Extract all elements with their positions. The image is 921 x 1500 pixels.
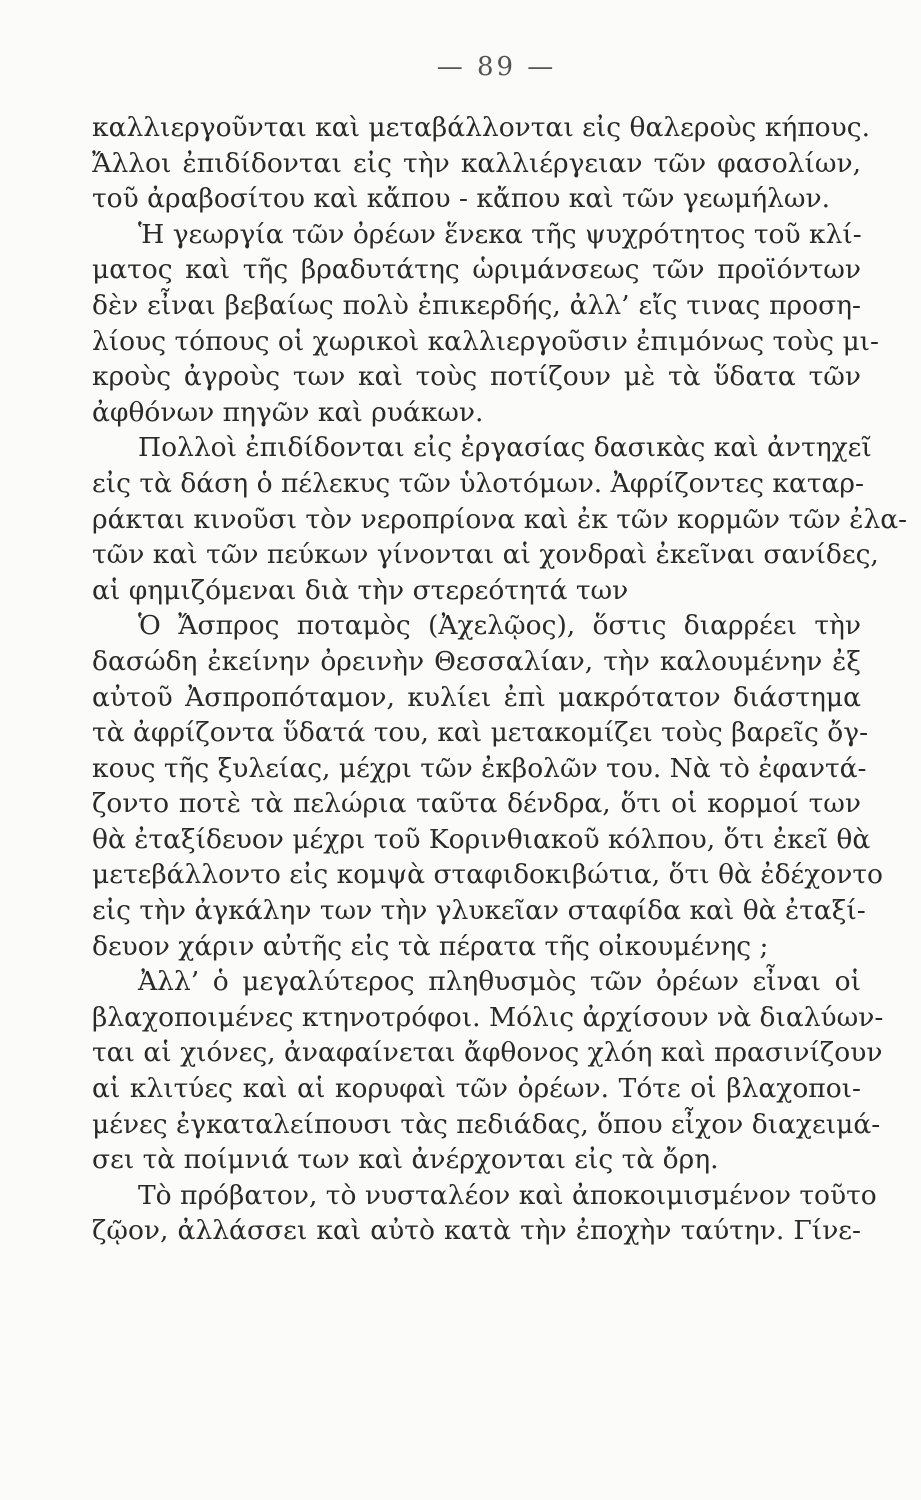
text-line: Πολλοὶ ἐπιδίδονται εἰς ἐργασίας δασικὰς καὶ ἀντηχεῖ: [138, 432, 872, 464]
text-line: κροὺς ἀγροὺς των καὶ τοὺς ποτίζουν μὲ τὰ ὕδατα τῶν: [92, 361, 861, 393]
text-line: ματος καὶ τῆς βραδυτάτης ὡριμάνσεως τῶν προϊόντων: [92, 254, 861, 286]
text-line: εἰς τὰ δάση ὁ πέλεκυς τῶν ὑλοτόμων. Ἀφρίζοντες καταρ-: [92, 467, 864, 499]
page-number: — 89 —: [436, 52, 557, 82]
text-line: Ἀλλ’ ὁ μεγαλύτερος πληθυσμὸς τῶν ὀρέων εἶναι οἱ: [138, 966, 861, 998]
text-line: ται αἱ χιόνες, ἀναφαίνεται ἄφθονος χλόη καὶ πρασινίζουν: [92, 1037, 883, 1069]
text-line: δευον χάριν αὐτῆς εἰς τὰ πέρατα τῆς οἰκουμένης ;: [92, 930, 769, 962]
text-line: Ὁ Ἄσπρος ποταμὸς (Ἀχελῷος), ὅστις διαρρέει τὴν: [138, 610, 861, 642]
text-line: εἰς τὴν ἀγκάλην των τὴν γλυκεῖαν σταφίδα καὶ θὰ ἐταξί-: [92, 895, 866, 927]
text-line: ζοντο ποτὲ τὰ πελώρια ταῦτα δένδρα, ὅτι οἱ κορμοί των: [92, 788, 861, 820]
text-line: Ἡ γεωργία τῶν ὀρέων ἕνεκα τῆς ψυχρότητος τοῦ κλί-: [138, 218, 862, 250]
text-line: αἱ φημιζόμεναι διὰ τὴν στερεότητά των: [92, 574, 629, 606]
text-line: καλλιεργοῦνται καὶ μεταβάλλονται εἰς θαλεροὺς κήπους.: [92, 112, 870, 143]
text-line: βλαχοποιμένες κτηνοτρόφοι. Μόλις ἀρχίσουν νὰ διαλύων-: [92, 1001, 884, 1033]
text-line: θὰ ἐταξίδευον μέχρι τοῦ Κορινθιακοῦ κόλπου, ὅτι ἐκεῖ θὰ: [92, 823, 871, 855]
text-line: σει τὰ ποίμνιά των καὶ ἀνέρχονται εἰς τὰ ὄρη.: [92, 1144, 719, 1176]
text-line: ἀφθόνων πηγῶν καὶ ρυάκων.: [92, 396, 484, 428]
paragraph: [92, 217, 880, 431]
paragraph: [92, 1178, 877, 1249]
text-line: δασώδη ἐκείνην ὀρεινὴν Θεσσαλίαν, τὴν καλουμένην ἐξ: [92, 645, 861, 677]
paragraph: [92, 430, 908, 608]
text-line: μένες ἐγκαταλείπουσι τὰς πεδιάδας, ὅπου εἶχον διαχειμά-: [92, 1108, 881, 1140]
text-line: αἱ κλιτύες καὶ αἱ κορυφαὶ τῶν ὀρέων. Τότε οἱ βλαχοποι-: [92, 1073, 861, 1105]
paragraph: [92, 964, 884, 1178]
text-line: τῶν καὶ τῶν πεύκων γίνονται αἱ χονδραὶ ἐκεῖναι σανίδες,: [92, 539, 879, 571]
text-line: Ἄλλοι ἐπιδίδονται εἰς τὴν καλλιέργειαν τῶν φασολίων,: [92, 147, 861, 179]
paragraph: [92, 110, 870, 217]
text-line: τὰ ἀφρίζοντα ὕδατά του, καὶ μετακομίζει τοὺς βαρεῖς ὄγ-: [92, 717, 869, 749]
paragraph: [92, 608, 883, 964]
text-line: δὲν εἶναι βεβαίως πολὺ ἐπικερδής, ἀλλ’ εἴς τινας προση-: [92, 289, 861, 321]
text-line: Τὸ πρόβατον, τὸ νυσταλέον καὶ ἀποκοιμισμένον τοῦτο: [138, 1179, 877, 1211]
text-line: κους τῆς ξυλείας, μέχρι τῶν ἐκβολῶν του. Νὰ τὸ ἐφαντά-: [92, 752, 867, 784]
text-line: αὐτοῦ Ἀσπροπόταμον, κυλίει ἐπὶ μακρότατον διάστημα: [92, 681, 861, 713]
text-line: ζῷον, ἀλλάσσει καὶ αὐτὸ κατὰ τὴν ἐποχὴν ταύτην. Γίνε-: [92, 1215, 861, 1247]
text-line: ράκται κινοῦσι τὸν νεροπρίονα καὶ ἐκ τῶν κορμῶν τῶν ἐλα-: [92, 503, 908, 535]
text-line: λίους τόπους οἱ χωρικοὶ καλλιεργοῦσιν ἐπιμόνως τοὺς μι-: [92, 325, 880, 357]
text-line: μετεβάλλοντο εἰς κομψὰ σταφιδοκιβώτια, ὅτι θὰ ἐδέχοντο: [92, 859, 883, 891]
text-line: τοῦ ἀραβοσίτου καὶ κἄπου - κἄπου καὶ τῶν γεωμήλων.: [92, 183, 831, 215]
body-text: [92, 110, 908, 1249]
